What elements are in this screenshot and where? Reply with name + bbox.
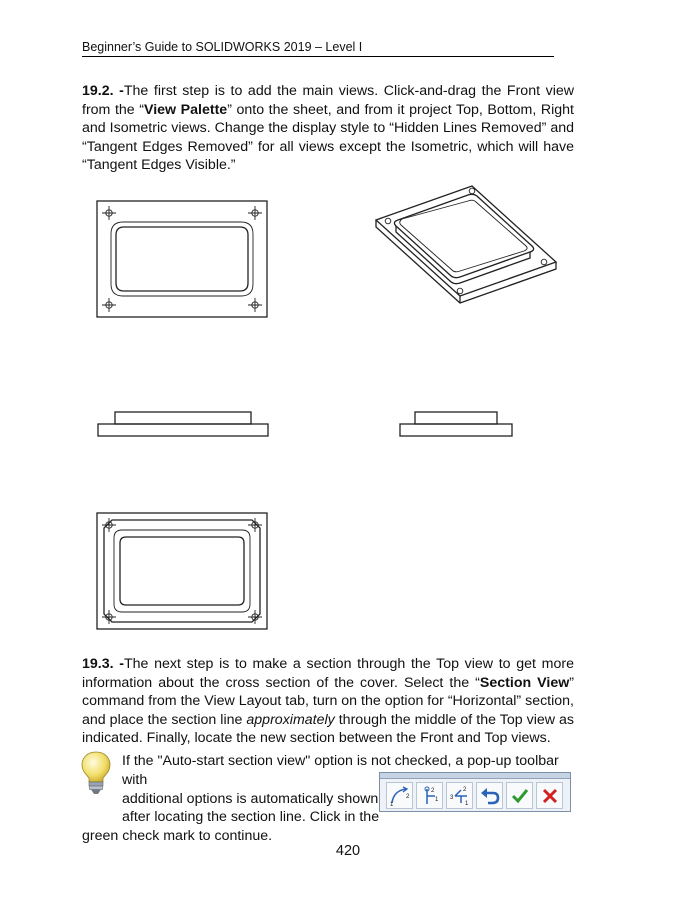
text-run: ” command from the View Layout tab, turn on the option for “Horizontal” section, and place the section line bbox=[82, 674, 574, 728]
text-run: The next step is to make a section through the Top view to get more information about the cross section of the cover. Select the “ bbox=[82, 656, 574, 691]
lightbulb-icon bbox=[80, 750, 112, 796]
aligned-section-icon bbox=[449, 785, 471, 807]
cancel-button[interactable] bbox=[536, 782, 563, 809]
tip-line-3: after locating the section line. Click in the bbox=[122, 809, 380, 826]
text-run: ” onto the sheet, and from it project Top, Bottom, Right and Isometric views. Change the display style to “Hidden Lines Removed” and “Tangent Edges Removed” for all views except the Isometric, which will have “Tangent Edges Visible.” bbox=[82, 101, 574, 174]
ok-check-icon bbox=[509, 785, 531, 807]
undo-icon bbox=[479, 785, 501, 807]
bold-term: View Palette bbox=[144, 101, 228, 118]
step-19-3-paragraph bbox=[82, 655, 574, 748]
svg-text:2: 2 bbox=[463, 787, 467, 793]
bold-term: Section View bbox=[479, 674, 570, 691]
side-view-left-drawing bbox=[97, 410, 269, 438]
tip-line-2: additional options is automatically shown bbox=[122, 790, 379, 807]
tip-line-4: green check mark to continue. bbox=[82, 828, 273, 845]
step-number: 19.3. - bbox=[82, 656, 124, 672]
running-header: Beginner’s Guide to SOLIDWORKS 2019 – Level I bbox=[82, 40, 554, 57]
top-view-drawing bbox=[96, 512, 268, 630]
spline-section-icon bbox=[389, 785, 411, 807]
half-section-button[interactable] bbox=[416, 782, 443, 809]
step-number: 19.2. - bbox=[82, 83, 124, 99]
toolbar-title-bar bbox=[380, 773, 570, 779]
italic-term: approximately bbox=[246, 711, 335, 728]
section-popup-toolbar bbox=[379, 772, 571, 812]
tip-line-1: If the "Auto-start section view" option is not checked, a pop-up toolbar with bbox=[122, 753, 559, 788]
undo-button[interactable] bbox=[476, 782, 503, 809]
svg-text:2: 2 bbox=[406, 794, 410, 800]
aligned-section-button[interactable] bbox=[446, 782, 473, 809]
half-section-icon bbox=[419, 785, 441, 807]
ok-check-button[interactable] bbox=[506, 782, 533, 809]
step-19-2-paragraph bbox=[82, 82, 574, 175]
right-view-drawing bbox=[399, 410, 513, 438]
text-run: through the middle of the Top view as indicated. Finally, locate the new section between the Front and Top views. bbox=[82, 711, 574, 747]
svg-text:1: 1 bbox=[390, 802, 394, 807]
spline-section-button[interactable] bbox=[386, 782, 413, 809]
isometric-view-drawing bbox=[368, 180, 564, 308]
svg-text:1: 1 bbox=[435, 797, 439, 803]
text-run: The first step is to add the main views. Click-and-drag the Front view from the “ bbox=[82, 83, 574, 118]
svg-text:2: 2 bbox=[431, 788, 435, 794]
svg-text:1: 1 bbox=[465, 801, 469, 807]
cancel-x-icon bbox=[539, 785, 561, 807]
front-view-drawing bbox=[96, 200, 268, 318]
svg-text:3: 3 bbox=[450, 795, 454, 801]
page-number: 420 bbox=[335, 843, 361, 859]
